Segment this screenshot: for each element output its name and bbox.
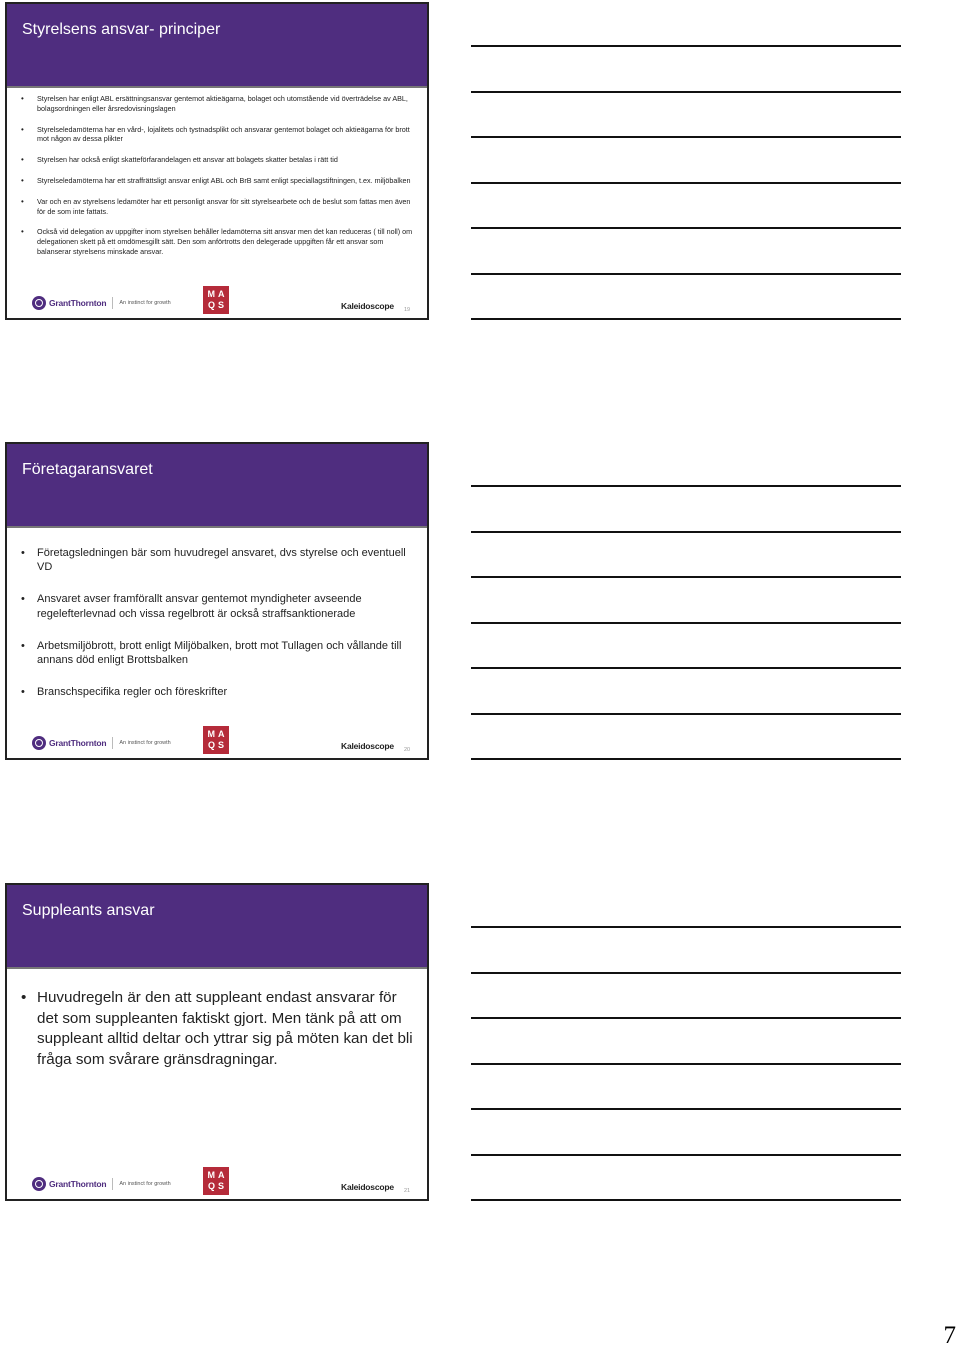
- slide-footer: [7, 1159, 427, 1199]
- slide-header: [7, 885, 427, 969]
- bullet-item: • Ansvaret avser framförallt ansvar gentemot myndigheter avseende regelefterlevnad och vissa regelbrott är också straffsanktionerade: [21, 592, 413, 620]
- maqs-logo-line2: QS: [207, 300, 227, 310]
- grant-thornton-name: GrantThornton: [49, 1179, 107, 1189]
- maqs-logo-line1: MA: [207, 1170, 228, 1180]
- slide-title: Styrelsens ansvar- principer: [22, 21, 221, 38]
- slide-footer: [7, 718, 427, 758]
- grant-thornton-logo: [32, 1177, 171, 1191]
- slide-title: Suppleants ansvar: [22, 902, 155, 919]
- grant-thornton-tagline: An instinct for growth: [119, 740, 171, 746]
- maqs-logo: [203, 726, 229, 754]
- grant-thornton-tagline: An instinct for growth: [119, 1181, 171, 1187]
- slide-title: Företagaransvaret: [22, 461, 153, 478]
- bullet-item: • Branschspecifika regler och föreskrifter: [21, 685, 413, 699]
- slide-number: 19: [404, 307, 411, 313]
- kaleidoscope-logo: Kaleidoscope: [341, 741, 394, 751]
- grant-thornton-mark-icon: [32, 1177, 46, 1191]
- grant-thornton-name: GrantThornton: [49, 738, 107, 748]
- notes-lines: [471, 45, 901, 364]
- grant-thornton-mark-icon: [32, 296, 46, 310]
- kaleidoscope-logo: Kaleidoscope: [341, 301, 394, 311]
- grant-thornton-name: GrantThornton: [49, 298, 107, 308]
- notes-lines: [471, 926, 901, 1245]
- slide-footer: [7, 278, 427, 318]
- kaleidoscope-logo: Kaleidoscope: [341, 1182, 394, 1192]
- bullet-list: [21, 94, 413, 268]
- grant-thornton-logo: [32, 736, 171, 750]
- slide-19: [5, 2, 429, 320]
- slide-number: 20: [404, 747, 411, 753]
- bullet-item: • Styrelseledamöterna har ett straffrättsligt ansvar enligt ABL och BrB samt enligt speciallagstiftningen, t.ex. miljöbalken: [21, 176, 413, 186]
- maqs-logo: [203, 286, 229, 314]
- slide-header: [7, 444, 427, 528]
- slide-21: [5, 883, 429, 1201]
- bullet-item: • Styrelsen har enligt ABL ersättningsansvar gentemot aktieägarna, bolaget och utomstående vid överträdelse av ABL, bolagsordningen eller årsredovisningslagen: [21, 94, 413, 114]
- bullet-item: • Styrelseledamöterna har en vård-, lojalitets och tystnadsplikt och ansvarar gentemot bolaget och aktieägarna för brott mot någon av dessa plikter: [21, 125, 413, 145]
- grant-thornton-logo: [32, 296, 171, 310]
- bullet-item: • Huvudregeln är den att suppleant endast ansvarar för det som suppleanten faktiskt gjort. Men tänk på att om suppleant alltid deltar och yttrar sig på möten kan det bli fråga som svårare gränsdragningar.: [21, 988, 413, 1070]
- grant-thornton-mark-icon: [32, 736, 46, 750]
- bullet-item: • Var och en av styrelsens ledamöter har ett personligt ansvar för sitt styrelsearbete och de beslut som fattas men även för de som inte fattats.: [21, 197, 413, 217]
- bullet-item: • Också vid delegation av uppgifter inom styrelsen behåller ledamöterna sitt ansvar men det kan reduceras ( till noll) om delegationen skett på ett omdömesgillt sätt. Den som anförtrotts den delegerade uppgiften får ett ansvar som balanserar styrelsens minskade ansvar.: [21, 227, 413, 256]
- page-number: 7: [943, 1322, 956, 1349]
- bullet-item: • Arbetsmiljöbrott, brott enligt Miljöbalken, brott mot Tullagen och vållande till annans död enligt Brottsbalken: [21, 639, 413, 667]
- maqs-logo-line1: MA: [207, 289, 228, 299]
- bullet-list: [21, 988, 413, 1070]
- notes-lines: [471, 485, 901, 804]
- maqs-logo-line2: QS: [207, 1181, 227, 1191]
- grant-thornton-tagline: An instinct for growth: [119, 300, 171, 306]
- bullet-list: [21, 546, 413, 717]
- maqs-logo: [203, 1167, 229, 1195]
- slide-header: [7, 4, 427, 88]
- maqs-logo-line1: MA: [207, 729, 228, 739]
- bullet-item: • Styrelsen har också enligt skatteförfarandelagen ett ansvar att bolagets skatter betalas i rätt tid: [21, 155, 413, 165]
- slide-20: [5, 442, 429, 760]
- slide-number: 21: [404, 1188, 411, 1194]
- maqs-logo-line2: QS: [207, 740, 227, 750]
- bullet-item: • Företagsledningen bär som huvudregel ansvaret, dvs styrelse och eventuell VD: [21, 546, 413, 574]
